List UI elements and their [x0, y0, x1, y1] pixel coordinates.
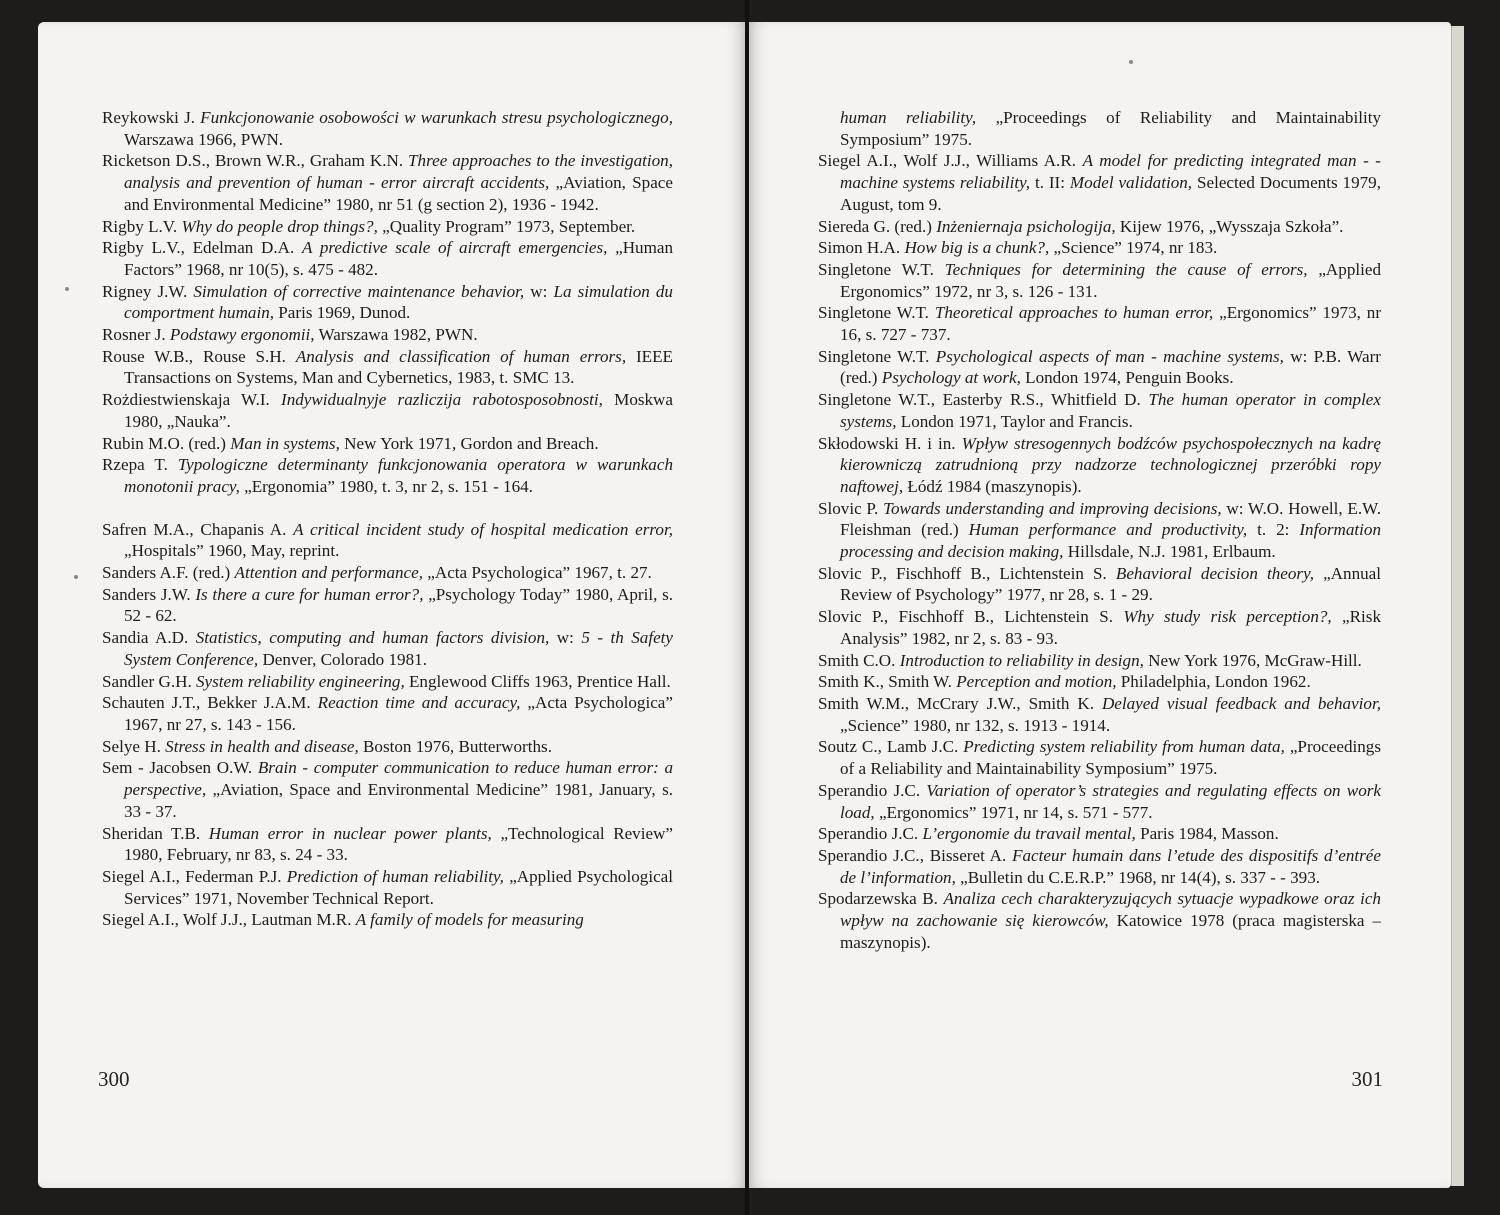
entry-author: Rzepa T.: [102, 455, 178, 475]
bibliography-entry: [818, 736, 1381, 779]
entry-details: „Proceedings of a Reliability and Maintainability Symposium” 1975.: [840, 737, 1381, 779]
entry-title: Psychological aspects of man - machine systems,: [935, 346, 1284, 366]
entry-author: Sperandio J.C.: [818, 780, 927, 800]
bibliography-entry: [102, 866, 673, 909]
entry-details: w:: [549, 628, 582, 648]
entry-details: Katowice 1978 (praca magisterska – maszynopis).: [840, 911, 1381, 952]
right-page: [749, 22, 1451, 1188]
entry-title: Facteur humain dans l’etude des dispositifs d’entrée de l’information,: [840, 845, 1381, 887]
entry-author: Rożdiestwienskaja W.I.: [102, 390, 281, 410]
entry-title: How big is a chunk?,: [904, 238, 1050, 258]
entry-author: Sanders J.W.: [102, 584, 196, 604]
entry-details: „Science” 1980, nr 132, s. 1913 - 1914.: [840, 715, 1111, 735]
bibliography-entry: [818, 216, 1381, 238]
entry-details: „Psychology Today” 1980, April, s. 52 - 62.: [124, 584, 673, 626]
entry-author: Skłodowski H. i in.: [818, 433, 962, 453]
entry-author: Rubin M.O. (red.): [102, 433, 231, 453]
entry-title: A predictive scale of aircraft emergencies,: [301, 238, 608, 258]
entry-author: Rouse W.B., Rouse S.H.: [102, 346, 296, 366]
bibliography-entry: [102, 909, 673, 931]
bibliography-entry: [102, 237, 673, 280]
entry-details: „Applied Ergonomics” 1972, nr 3, s. 126 - 131.: [840, 259, 1382, 301]
paper-speck: [74, 575, 78, 579]
entry-details: w:: [524, 281, 554, 301]
paper-speck: [1129, 60, 1133, 64]
entry-author: Rosner J.: [102, 325, 170, 345]
entry-title: Human performance and productivity,: [968, 520, 1248, 540]
entry-title: Introduction to reliability in design,: [899, 650, 1144, 670]
entry-details: Moskwa 1980, „Nauka”.: [124, 390, 673, 431]
entry-title: System reliability engineering,: [196, 671, 405, 691]
entry-author: Reykowski J.: [102, 108, 201, 127]
bibliography-entry: [102, 736, 673, 758]
entry-details: Paris 1969, Dunod.: [274, 303, 411, 323]
entry-title: A critical incident study of hospital medication error,: [293, 519, 673, 539]
entry-details: New York 1976, McGraw-Hill.: [1143, 650, 1362, 670]
bibliography-entry: [818, 671, 1381, 693]
bibliography-entry: [102, 627, 673, 670]
entry-details: Boston 1976, Butterworths.: [358, 736, 552, 756]
entry-author: Sperandio J.C.: [818, 824, 923, 844]
entry-author: Spodarzewska B.: [818, 889, 944, 909]
entry-details: „Annual Review of Psychology” 1977, nr 28, s. 1 - 29.: [840, 563, 1382, 605]
page-number: 301: [1351, 1067, 1383, 1091]
entry-details: t. II:: [1030, 173, 1070, 193]
entry-title: Predicting system reliability from human data,: [963, 737, 1285, 757]
left-page: [38, 22, 745, 1188]
entry-author: Sandler G.H.: [102, 671, 196, 691]
entry-title: Why do people drop things?,: [181, 216, 378, 236]
entry-details: „Aviation, Space and Environmental Medicine” 1980, nr 51 (g section 2), 1936 - 1942.: [124, 173, 673, 214]
entry-details: „Risk Analysis” 1982, nr 2, s. 83 - 93.: [840, 607, 1381, 648]
entry-author: Siegel A.I., Wolf J.J., Williams A.R.: [818, 151, 1083, 171]
entry-author: Soutz C., Lamb J.C.: [818, 737, 964, 757]
entry-details: „Ergonomics” 1971, nr 14, s. 571 - 577.: [874, 802, 1153, 822]
bibliography-entry: [818, 150, 1381, 215]
entry-title: Typologiczne determinanty funkcjonowania operatora w warunkach monotonii pracy,: [124, 455, 673, 496]
entry-details: Hillsdale, N.J. 1981, Erlbaum.: [1063, 542, 1276, 562]
bibliography-entry: [102, 584, 673, 627]
entry-title: Psychology at work,: [881, 368, 1021, 388]
bibliography-entry: [102, 454, 673, 497]
entry-details: „Ergonomics” 1973, nr 16, s. 727 - 737.: [840, 303, 1382, 345]
bibliography-entry: [102, 433, 673, 455]
entry-author: Singletone W.T.: [818, 259, 945, 279]
entry-details: IEEE Transactions on Systems, Man and Cybernetics, 1983, t. SMC 13.: [124, 346, 673, 388]
bibliography-entry: [818, 888, 1381, 953]
entry-title: Analysis and classification of human errors,: [295, 346, 627, 366]
entry-title: Is there a cure for human error?,: [195, 584, 424, 604]
entry-title: Why study risk perception?,: [1123, 607, 1332, 627]
entry-title: Analiza cech charakteryzujących sytuacje wypadkowe oraz ich wpływ na zachowanie się kierowców,: [840, 889, 1381, 931]
bibliography-entry: [102, 324, 673, 346]
entry-title: La simulation du comportment humain,: [124, 281, 673, 323]
bibliography-entry: [818, 693, 1381, 736]
bibliography-entry: [818, 498, 1381, 563]
entry-details: „Technological Review” 1980, February, nr 83, s. 24 - 33.: [124, 823, 674, 865]
entry-author: Sheridan T.B.: [102, 823, 209, 843]
bibliography-entry: [102, 692, 673, 735]
bibliography-entry: [818, 237, 1381, 259]
entry-title: Prediction of human reliability,: [286, 866, 504, 886]
bibliography-entry: [102, 216, 673, 238]
entry-details: „Human Factors” 1968, nr 10(5), s. 475 - 482.: [124, 238, 674, 279]
entry-details: „Quality Program” 1973, September.: [377, 216, 636, 236]
entry-details: New York 1971, Gordon and Breach.: [339, 433, 599, 453]
entry-title: Perception and motion,: [956, 672, 1117, 692]
entry-author: Slovic P., Fischhoff B., Lichtenstein S.: [818, 607, 1124, 627]
entry-details: Englewood Cliffs 1963, Prentice Hall.: [404, 671, 671, 691]
entry-title: Funkcjonowanie osobowości w warunkach stresu psychologicznego,: [200, 108, 673, 127]
bibliography-entry: [818, 845, 1381, 888]
entry-title: Human error in nuclear power plants,: [208, 823, 492, 843]
bibliography-entry: [818, 606, 1381, 649]
entry-details: w: P.B. Warr (red.): [840, 346, 1381, 388]
bibliography-entry: [818, 563, 1381, 606]
entry-title: A family of models for measuring: [355, 910, 584, 930]
entry-title: Towards understanding and improving decisions,: [883, 498, 1222, 518]
entry-title: Three approaches to the investigation, analysis and prevention of human - error aircraft accidents,: [124, 151, 673, 193]
entry-author: Sperandio J.C., Bisseret A.: [818, 845, 1013, 865]
entry-title: Variation of operator’s strategies and regulating effects on work load,: [840, 780, 1381, 822]
bibliography-column-left: [102, 107, 673, 931]
entry-title: Wpływ stresogennych bodźców psychospołecznych na kadrę kierowniczą zatrudnioną przy nadzorze technologicznej przeróbki ropy naftowej,: [840, 433, 1381, 496]
paper-speck: [65, 287, 69, 291]
bibliography-entry: [102, 107, 673, 150]
bibliography-entry: [102, 823, 673, 866]
entry-author: Sanders A.F. (red.): [102, 563, 235, 583]
entry-author: Sandia A.D.: [102, 628, 196, 648]
entry-details: t. 2:: [1247, 520, 1300, 540]
entry-author: Safren M.A., Chapanis A.: [102, 519, 294, 539]
entry-title: Brain - computer communication to reduce human error: a perspective,: [124, 758, 673, 800]
entry-details: Philadelphia, London 1962.: [1116, 672, 1311, 692]
entry-title: L’ergonomie du travail mental,: [922, 824, 1136, 844]
entry-details: „Acta Psychologica” 1967, t. 27.: [423, 563, 652, 583]
entry-author: Simon H.A.: [818, 238, 905, 258]
entry-title: Model validation,: [1069, 173, 1193, 193]
entry-details: Paris 1984, Masson.: [1135, 824, 1279, 844]
entry-title: Theoretical approaches to human error,: [934, 303, 1214, 323]
entry-author: Siereda G. (red.): [818, 216, 937, 236]
bibliography-entry: [102, 757, 673, 822]
entry-author: Ricketson D.S., Brown W.R., Graham K.N.: [102, 151, 409, 171]
entry-author: Siegel A.I., Wolf J.J., Lautman M.R.: [102, 910, 356, 930]
bibliography-entry: [102, 150, 673, 215]
entry-details: Łódź 1984 (maszynopis).: [903, 476, 1082, 496]
entry-author: Smith C.O.: [818, 650, 900, 670]
page-number: 300: [98, 1067, 130, 1091]
bibliography-entry: [818, 346, 1381, 389]
entry-author: Rigney J.W.: [102, 281, 194, 301]
entry-author: Schauten J.T., Bekker J.A.M.: [102, 693, 318, 713]
bibliography-entry: [102, 346, 673, 389]
entry-details: Warszawa 1966, PWN.: [124, 129, 284, 149]
bibliography-entry: [102, 281, 673, 324]
entry-details: London 1974, Penguin Books.: [1020, 368, 1234, 388]
bibliography-entry: [818, 107, 1381, 150]
entry-author: Smith K., Smith W.: [818, 672, 957, 692]
bibliography-entry: [818, 302, 1381, 345]
entry-author: Slovic P.: [818, 498, 884, 518]
bibliography-entry: [102, 562, 673, 584]
entry-details: Kijew 1976, „Wysszaja Szkoła”.: [1115, 216, 1344, 236]
entry-author: Selye H.: [102, 736, 166, 756]
entry-details: Selected Documents 1979, August, tom 9.: [840, 173, 1381, 214]
bibliography-entry: [818, 389, 1381, 432]
entry-details: „Ergonomia” 1980, t. 3, nr 2, s. 151 - 164.: [239, 476, 533, 496]
entry-author: Rigby L.V., Edelman D.A.: [102, 238, 302, 258]
entry-title: Behavioral decision theory,: [1115, 563, 1314, 583]
entry-details: „Acta Psychologica” 1967, nr 27, s. 143 - 156.: [124, 693, 673, 734]
entry-author: Singletone W.T., Easterby R.S., Whitfield D.: [818, 390, 1149, 410]
entry-details: „Hospitals” 1960, May, reprint.: [124, 541, 340, 561]
bibliography-entry: [102, 671, 673, 693]
entry-author: Sem - Jacobsen O.W.: [102, 758, 258, 778]
bibliography-entry: [818, 433, 1381, 498]
bibliography-entry: [818, 780, 1381, 823]
entry-title: Indywidualnyje razliczija rabotosposobnosti,: [281, 390, 603, 410]
entry-details: „Aviation, Space and Environmental Medicine” 1981, January, s. 33 - 37.: [124, 780, 673, 821]
entry-title: 5 - th Safety System Conference,: [124, 628, 674, 669]
entry-title: Podstawy ergonomii,: [169, 325, 315, 345]
bibliography-entry: [818, 823, 1381, 845]
bibliography-entry: [818, 650, 1381, 672]
entry-details: „Proceedings of Reliability and Maintainability Symposium” 1975.: [840, 108, 1382, 149]
entry-details: w: W.O. Howell, E.W. Fleishman (red.): [840, 498, 1381, 540]
bibliography-entry: [818, 259, 1381, 302]
bibliography-entry: [102, 389, 673, 432]
entry-details: „Science” 1974, nr 183.: [1049, 238, 1218, 258]
entry-author: Rigby L.V.: [102, 216, 182, 236]
entry-title: Information processing and decision making,: [840, 520, 1381, 562]
entry-author: Slovic P., Fischhoff B., Lichtenstein S.: [818, 563, 1116, 583]
entry-details: Denver, Colorado 1981.: [258, 649, 427, 669]
entry-title: Statistics, computing and human factors division,: [195, 628, 550, 648]
entry-title: Reaction time and accuracy,: [317, 693, 521, 713]
bibliography-column-right: [818, 107, 1381, 953]
entry-title: A model for predicting integrated man - - machine systems reliability,: [840, 151, 1382, 193]
entry-title: Delayed visual feedback and behavior,: [1101, 693, 1381, 713]
entry-details: Warszawa 1982, PWN.: [314, 325, 478, 345]
entry-details: „Applied Psychological Services” 1971, November Technical Report.: [124, 866, 673, 908]
entry-details: London 1971, Taylor and Francis.: [896, 411, 1133, 431]
bibliography-entry: [102, 519, 673, 562]
entry-title: Stress in health and disease,: [165, 736, 359, 756]
entry-title: Simulation of corrective maintenance behavior,: [193, 281, 525, 301]
entry-author: Singletone W.T.: [818, 346, 936, 366]
entry-title: Attention and performance,: [234, 563, 423, 583]
entry-author: Smith W.M., McCrary J.W., Smith K.: [818, 693, 1102, 713]
entry-title: The human operator in complex systems,: [840, 390, 1381, 431]
entry-title: Techniques for determining the cause of errors,: [944, 259, 1308, 279]
entry-title: Inżeniernaja psichologija,: [936, 216, 1116, 236]
entry-title: human reliability,: [840, 108, 977, 127]
entry-title: Man in systems,: [230, 433, 340, 453]
entry-author: Siegel A.I., Federman P.J.: [102, 866, 287, 886]
entry-details: „Bulletin du C.E.R.P.” 1968, nr 14(4), s. 337 - - 393.: [955, 867, 1321, 887]
underlying-page-edge: [1451, 26, 1464, 1186]
entry-author: Singletone W.T.: [818, 303, 935, 323]
